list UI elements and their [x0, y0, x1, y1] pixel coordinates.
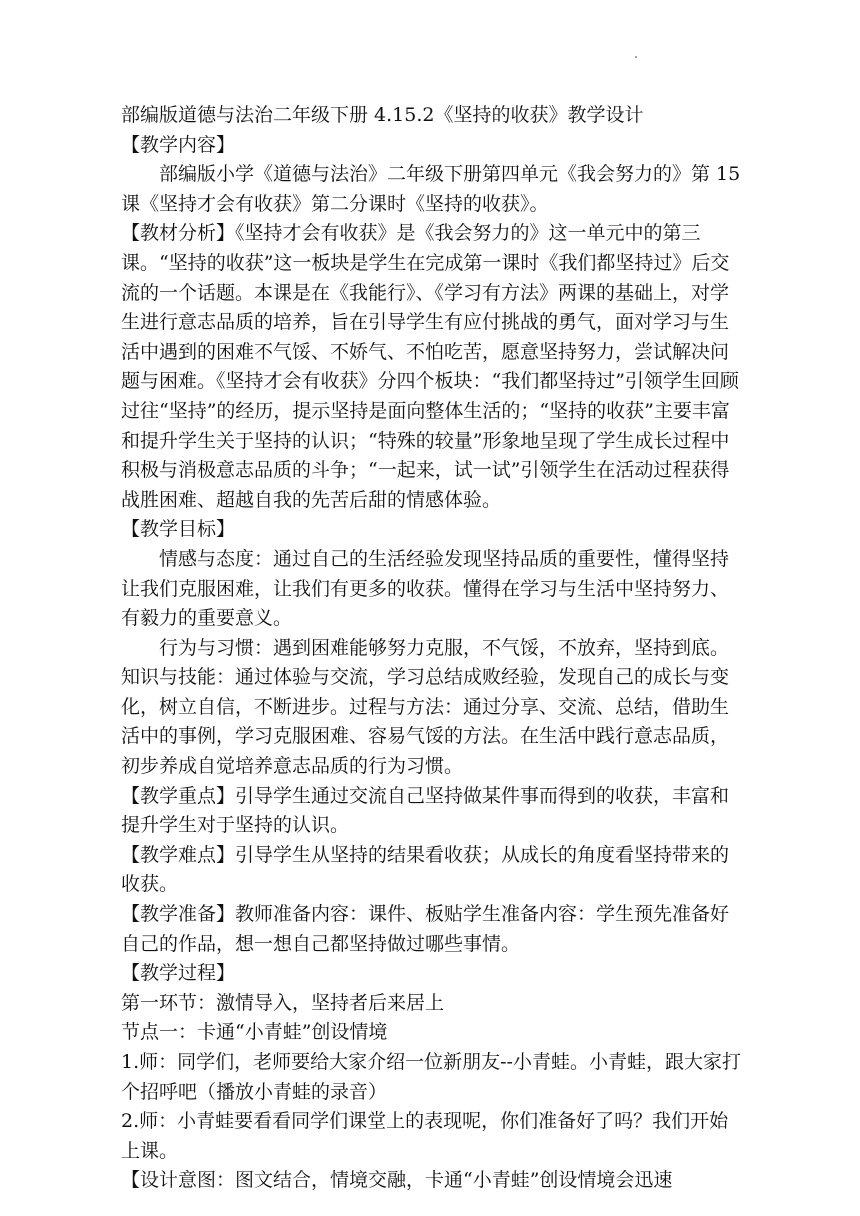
list-item: 1.师：同学们，老师要给大家介绍一位新朋友--小青蛙。小青蛙，跟大家打个招呼吧（播放小青蛙的录音）	[121, 1051, 741, 1103]
node-one-line: 节点一：卡通“小青蛙”创设情境	[121, 1021, 388, 1044]
goals-heading: 【教学目标】	[121, 518, 236, 541]
list-item: 2.师：小青蛙要看看同学们课堂上的表现呢，你们准备好了吗？我们开始上课。	[121, 1110, 729, 1162]
design-intent-paragraph: 【设计意图：图文结合，情境交融，卡通“小青蛙”创设情境会迅速	[121, 1169, 673, 1192]
content-heading: 【教学内容】	[121, 133, 236, 156]
analysis-paragraph: 【教材分析】《坚持才会有收获》是《我会努力的》这一单元中的第三课。“坚持的收获”这一板块是学生在完成第一课时《我们都坚持过》后交流的一个话题。本课是在《我能行》、《学习有方法》两课的基础上，对学生进行意志品质的培养，旨在引导学生有应付挑战的勇气，面对学习与生活中遇到的困难不气馁、不娇气、不怕吃苦，愿意坚持努力，尝试解决问题与困难。《坚持才会有收获》分四个板块：“我们都坚持过”引领学生回顾过往“坚持”的经历，提示坚持是面向整体生活的；“坚持的收获”主要丰富和提升学生关于坚持的认识；“特殊的较量”形象地呈现了学生成长过程中积极与消极意志品质的斗争；“一起来，试一试”引领学生在活动过程获得战胜困难、超越自我的先苦后甜的情感体验。	[121, 222, 739, 511]
difficulties-paragraph: 【教学难点】引导学生从坚持的结果看收获；从成长的角度看坚持带来的收获。	[121, 843, 730, 896]
goal-behavior-paragraph: 行为与习惯：遇到困难能够努力克服，不气馁，不放弃，坚持到底。知识与技能：通过体验与交流，学习总结成败经验，发现自己的成长与变化，树立自信，不断进步。过程与方法：通过分享、交流、总结，借助生活中的事例，学习克服困难、容易气馁的方法。在生活中践行意志品质，初步养成自觉培养意志品质的行为习惯。	[121, 636, 730, 778]
process-heading: 【教学过程】	[121, 962, 236, 985]
document-title: 部编版道德与法治二年级下册 4.15.2《坚持的收获》教学设计	[121, 104, 644, 126]
step-one-line: 第一环节：激情导入，坚持者后来居上	[121, 991, 445, 1014]
content-body: 部编版小学《道德与法治》二年级下册第四单元《我会努力的》第 15 课《坚持才会有收获》第二分课时《坚持的收获》。	[121, 163, 741, 215]
key-points-paragraph: 【教学重点】引导学生通过交流自己坚持做某件事而得到的收获，丰富和提升学生对于坚持的认识。	[121, 784, 730, 837]
goal-emotion-paragraph: 情感与态度：通过自己的生活经验发现坚持品质的重要性，懂得坚持让我们克服困难，让我们有更多的收获。懂得在学习与生活中坚持努力、有毅力的重要意义。	[121, 547, 730, 630]
preparation-paragraph: 【教学准备】教师准备内容：课件、板贴学生准备内容：学生预先准备好自己的作品，想一想自己都坚持做过哪些事情。	[121, 903, 730, 955]
document-page	[121, 101, 741, 1196]
page-dot-mark	[635, 56, 637, 58]
